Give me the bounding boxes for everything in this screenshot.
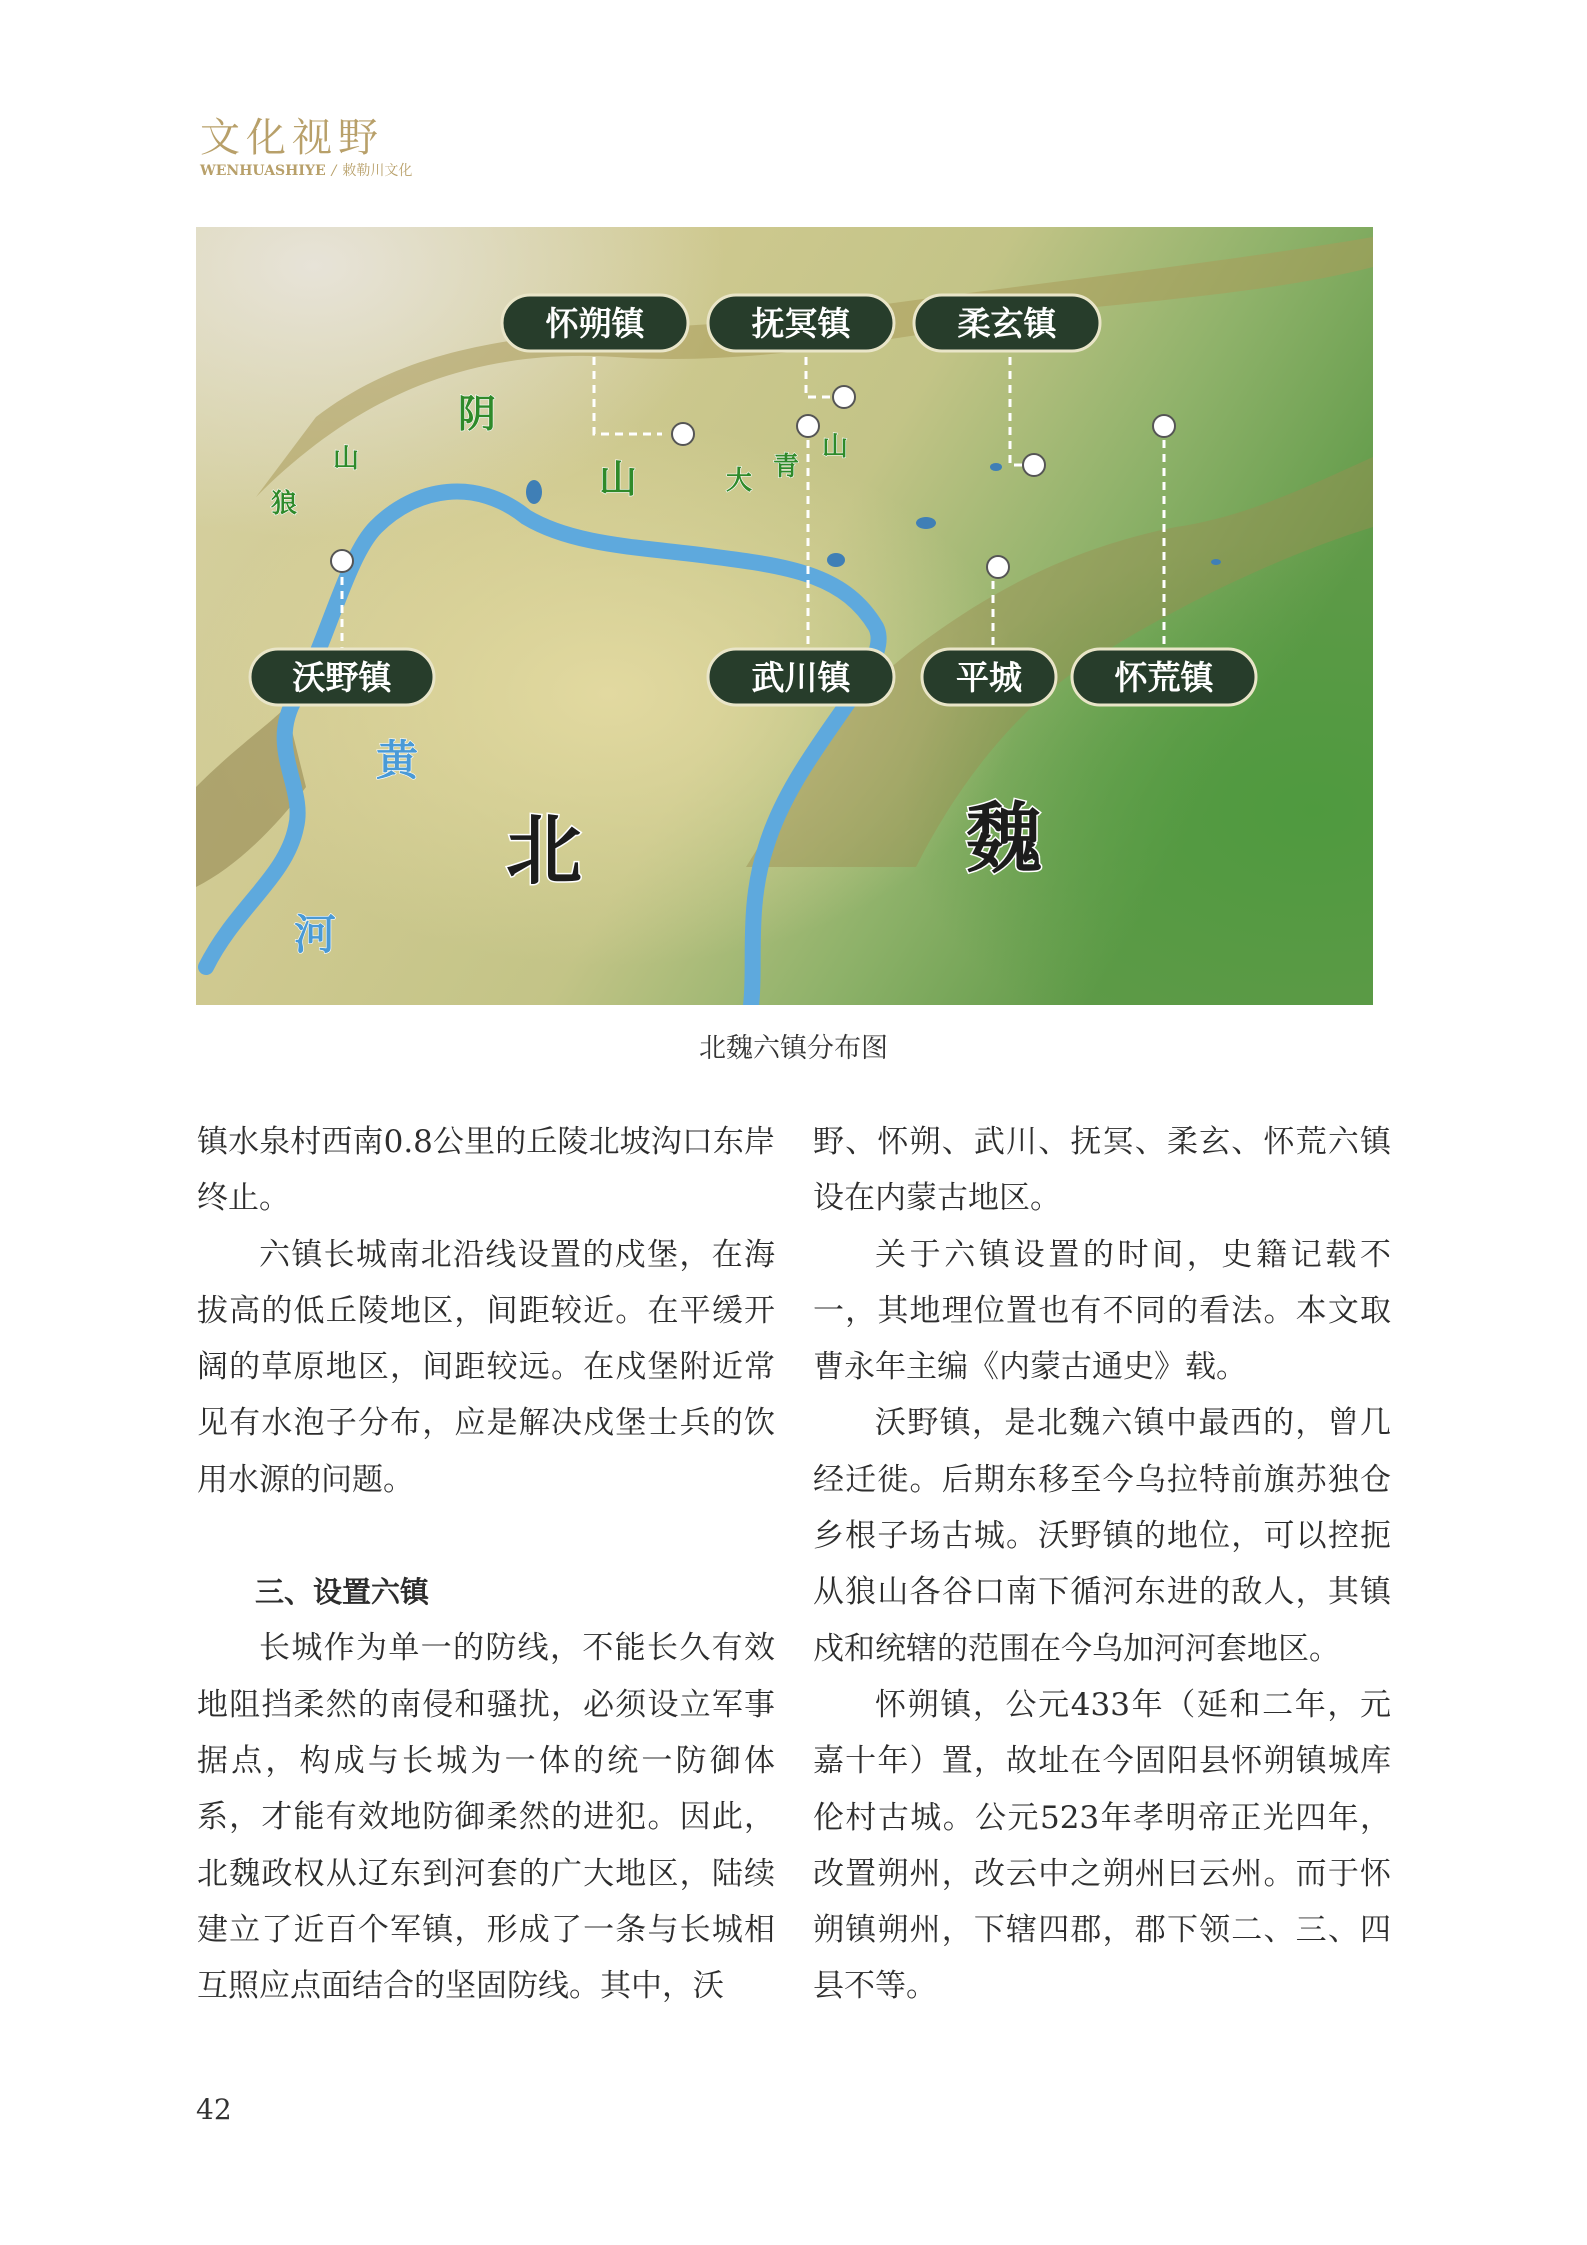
page-number: 42 — [196, 2093, 232, 2126]
town-name-huaihuang: 怀荒镇 — [1114, 658, 1214, 697]
lake — [1211, 559, 1221, 565]
lake — [526, 480, 542, 504]
town-marker-pingcheng — [987, 556, 1009, 578]
label-shan-yinshan: 山 — [599, 457, 638, 501]
label-huang: 黄 — [376, 736, 419, 785]
town-marker-fuming — [833, 386, 855, 408]
right-column — [813, 1114, 1391, 2015]
town-marker-huaihuang — [1153, 415, 1175, 437]
town-label-pingcheng — [922, 649, 1056, 705]
label-qing: 青 — [773, 452, 800, 482]
paragraph: 镇水泉村西南0.8公里的丘陵北坡沟口东岸终止。 — [197, 1124, 775, 1217]
label-yin: 阴 — [458, 392, 497, 436]
town-label-woye — [250, 649, 434, 705]
paragraph: 关于六镇设置的时间，史籍记载不一，其地理位置也有不同的看法。本文取曹永年主编《内蒙古通史》载。 — [813, 1236, 1391, 1386]
town-name-rouxuan: 柔玄镇 — [957, 304, 1057, 343]
town-marker-woye — [331, 550, 353, 572]
town-marker-rouxuan — [1023, 454, 1045, 476]
town-label-rouxuan — [914, 295, 1100, 351]
label-lang: 狼 — [271, 489, 298, 519]
town-label-huaishuo — [502, 295, 688, 351]
paragraph: 长城作为单一的防线，不能长久有效地阻挡柔然的南侵和骚扰，必须设立军事据点，构成与长城为一体的统一防御体系，才能有效地防御柔然的进犯。因此，北魏政权从辽东到河套的广大地区，陆续建立了近百个军镇，形成了一条与长城相互照应点面结合的坚固防线。其中，沃 — [197, 1630, 775, 2005]
label-shan-daqingshan: 山 — [822, 432, 849, 462]
label-da: 大 — [726, 466, 753, 496]
header-slash: / — [331, 163, 337, 179]
header-subtitle-en: WENHUASHIYE — [200, 163, 326, 179]
map-caption: 北魏六镇分布图 — [699, 1033, 888, 1064]
paragraph: 野、怀朔、武川、抚冥、柔玄、怀荒六镇设在内蒙古地区。 — [813, 1124, 1391, 1217]
lake — [827, 553, 845, 567]
label-wei: 魏 — [966, 794, 1042, 883]
town-marker-wuchuan — [797, 415, 819, 437]
label-shan-langshan: 山 — [333, 444, 360, 474]
header-subtitle — [200, 160, 412, 180]
town-label-huaihuang — [1072, 649, 1256, 705]
lake — [990, 463, 1002, 471]
section-heading: 三、设置六镇 — [255, 1575, 430, 1610]
paragraph: 沃野镇，是北魏六镇中最西的，曾几经迁徙。后期东移至今乌拉特前旗苏独仓乡根子场古城。沃野镇的地位，可以控扼从狼山各谷口南下循河东进的敌人，其镇戍和统辖的范围在今乌加河河套地区。 — [813, 1405, 1391, 1667]
lake — [916, 517, 936, 529]
town-name-woye: 沃野镇 — [292, 658, 392, 697]
town-name-pingcheng: 平城 — [956, 658, 1022, 697]
town-label-wuchuan — [708, 649, 894, 705]
town-name-wuchuan: 武川镇 — [751, 658, 851, 697]
header-subtitle-cn: 敕勒川文化 — [342, 163, 413, 179]
paragraph-gap — [197, 1508, 775, 1564]
paragraph: 怀朔镇，公元433年（延和二年，元嘉十年）置，故址在今固阳县怀朔镇城库伦村古城。公元523年孝明帝正光四年，改置朔州，改云中之朔州曰云州。而于怀朔镇朔州，下辖四郡，郡下领二、三、四县不等。 — [813, 1686, 1391, 2005]
town-name-fuming: 抚冥镇 — [751, 304, 851, 343]
town-label-fuming — [708, 295, 894, 351]
town-marker-huaishuo — [672, 423, 694, 445]
left-column — [197, 1114, 775, 2014]
header-title: 文化视野 — [200, 115, 384, 161]
label-bei: 北 — [506, 806, 582, 895]
paragraph: 六镇长城南北沿线设置的戍堡，在海拔高的低丘陵地区，间距较近。在平缓开阔的草原地区，间距较远。在戍堡附近常见有水泡子分布，应是解决戍堡士兵的饮用水源的问题。 — [197, 1236, 775, 1498]
town-name-huaishuo: 怀朔镇 — [545, 304, 645, 343]
six-towns-map — [196, 227, 1373, 1005]
label-he: 河 — [294, 910, 337, 959]
